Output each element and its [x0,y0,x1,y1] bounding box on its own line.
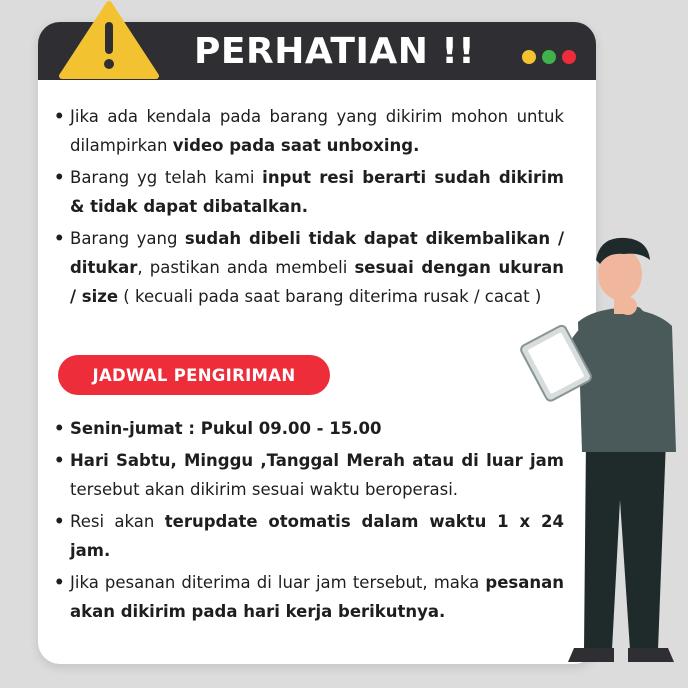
schedule-text: Resi akan [70,512,165,531]
schedule-list [54,414,564,629]
notice-text: , pastikan anda membeli [137,258,355,277]
schedule-text: Jika pesanan diterima di luar jam tersebut, maka [70,573,486,592]
schedule-text: Hari Sabtu, Minggu ,Tanggal Merah atau di luar jam [70,451,564,470]
warning-icon [58,0,160,80]
notice-text: sudah dibeli tidak dapat dikembalikan / ditukar [70,229,564,277]
notice-text: Jika ada kendala pada barang yang dikirim mohon untuk dilampirkan [70,107,564,155]
red-dot-icon [562,50,576,64]
notice-item [54,224,564,311]
notice-text: ( kecuali pada saat barang diterima rusak / cacat ) [118,287,542,306]
green-dot-icon [542,50,556,64]
thinking-man-illustration [516,230,688,688]
notice-text: input resi berarti sudah dikirim & tidak dapat dibatalkan. [70,168,564,216]
schedule-text: pesanan akan dikirim pada hari kerja berikutnya. [70,573,564,621]
header-title: PERHATIAN !! [194,31,476,72]
notice-text: sesuai dengan ukuran / size [70,258,564,306]
notice-text: video pada saat unboxing. [172,136,420,155]
notice-text: Barang yg telah kami [70,168,263,187]
schedule-item [54,568,564,626]
schedule-text: tersebut akan dikirim sesuai waktu beroperasi. [70,480,459,499]
notice-item [54,102,564,160]
schedule-text: terupdate otomatis dalam waktu 1 x 24 jam. [70,512,564,560]
notice-text: Barang yang [70,229,185,248]
schedule-text: Senin-jumat : Pukul 09.00 - 15.00 [70,419,382,438]
schedule-item [54,446,564,504]
yellow-dot-icon [522,50,536,64]
schedule-badge: JADWAL PENGIRIMAN [58,355,330,395]
schedule-item [54,507,564,565]
notice-item [54,163,564,221]
notice-list [54,102,564,314]
schedule-item [54,414,564,443]
